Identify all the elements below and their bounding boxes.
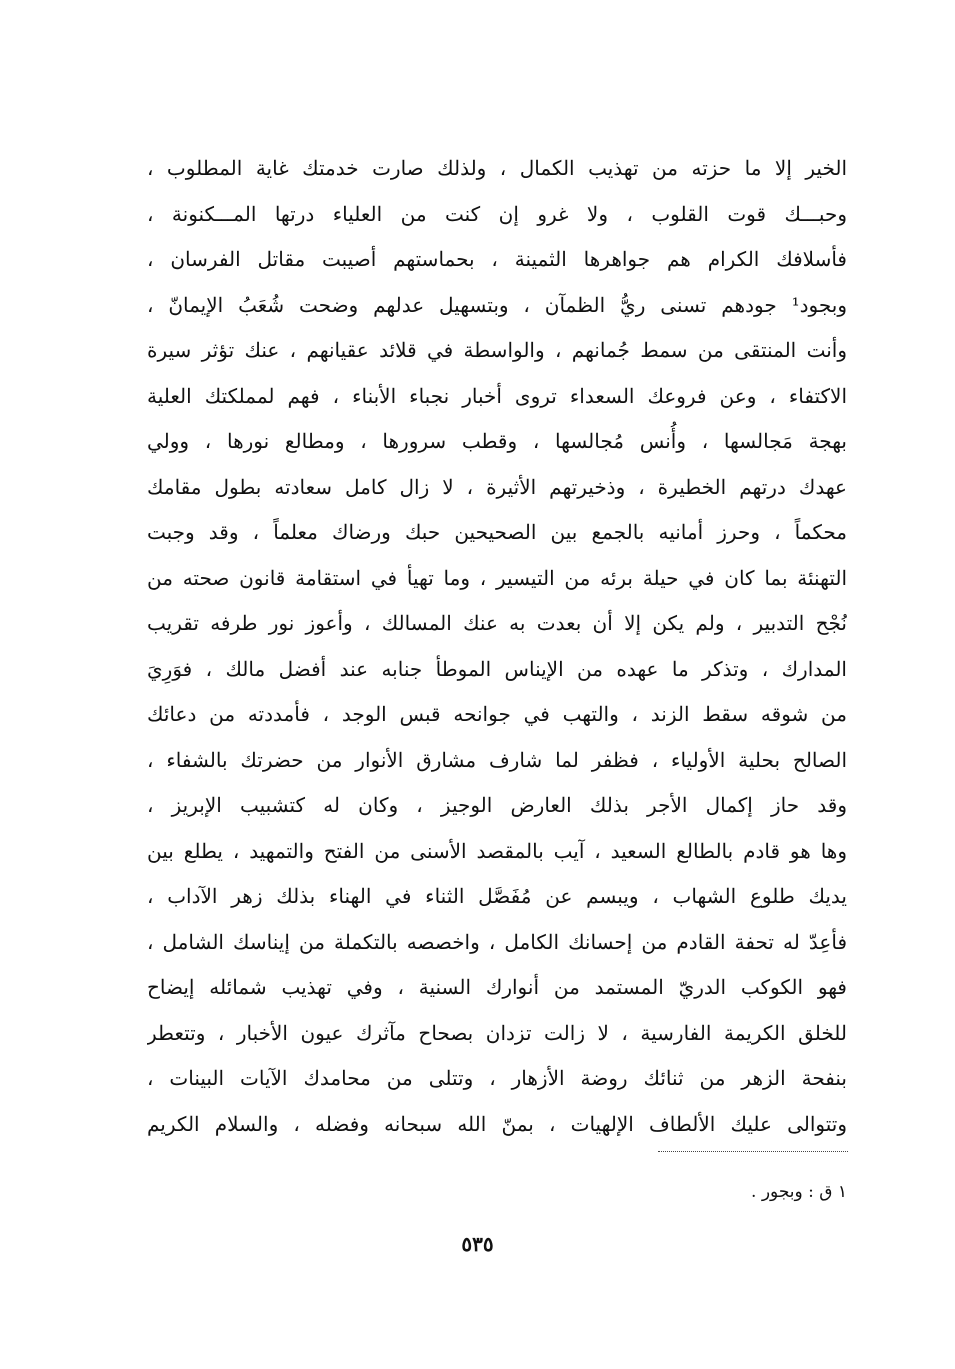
text-line: فأعِدّ له تحفة القادم من إحسانك الكامل ، واخصصه بالتكملة من إيناسك الشامل ،	[147, 929, 847, 954]
text-line: من شوقه سقط الزند ، والتهب في جوانحه قبس الوجد ، فأمددته من دعائك	[147, 702, 847, 726]
text-line: وبجود¹ جودهم تسنى ريُّ الظمآن ، وبتسهيل عدلهم وضحت شُعَبُ الإيمانّ ،	[147, 292, 847, 317]
text-line: للخلق الكريمة الفارسية ، لا زالت تزدان بصحاح مآثرك عيون الأخبار ، وتتعطر	[147, 1020, 847, 1045]
text-line: وقد حاز إكمال الأجر بذلك العارض الوجيز ، وكان له كتشبيب الإبريز ،	[147, 793, 847, 817]
text-line: محكماً ، وحرز أمانيه بالجمع بين الصحيحين حبك ورضاك معلماً ، وقد وجبت	[147, 520, 847, 544]
text-line: الاكتفاء ، وعن فروعك السعداء تروى أخبار نجباء الأبناء ، فهم لمملكتك العلية	[147, 383, 847, 408]
text-line: فهو الكوكب الدريّ المستمد من أنوارك السنية ، وفي تهذيب شمائله إيضاح	[147, 975, 847, 999]
text-line: وأنت المنتقى من سمط جُمانهم ، والواسطة في قلائد عقيانهم ، عنك تؤثر سيرة	[147, 338, 847, 362]
text-line: وها هو قادم بالطالع السعيد ، آيب بالمقصد الأسنى من الفتح والتمهيد ، يطلع بين	[147, 838, 847, 863]
text-line: فأسلافك الكرام هم جواهرها الثمينة ، بحماستهم أصيبت مقاتل الفرسان ،	[147, 247, 847, 271]
text-line: الخير إلا ما حزته من تهذيب الكمال ، ولذلك صارت خدمتك غاية المطلوب ،	[147, 156, 847, 180]
body-text	[147, 146, 847, 1147]
text-line: التهنئة بما كان في حيلة برئه من التيسير ، وما تهيأ في استقامة قانون صحته من	[147, 565, 847, 590]
text-line: المدارك ، وتذكر ما عهده من الإيناس الموطأ جنابه عند أفضل مالك ، فوَرِيَ	[147, 656, 847, 681]
text-line: وحبـــك قوت القلوب ، ولا غرو إن كنت من العلياء درتها المـــكنونة ،	[147, 201, 847, 226]
text-line: بنفحة الزهر من ثنائك روضة الأزهار ، وتتلى من محامدك الآيات البينات ،	[147, 1066, 847, 1090]
text-line: وتتوالى عليك الألطاف الإلهيات ، بمنّ الله سبحانه وفضله ، والسلام الكريم	[147, 1111, 847, 1136]
footnote-divider	[658, 1151, 848, 1152]
text-line: يديك طلوع الشهاب ، ويبسم عن مُفَصَّل الثناء في الهناء بذلك زهر الآداب ،	[147, 884, 847, 908]
text-line: الصالح بحلية الأولياء ، فظفر لما شارف مشارق الأنوار من حضرتك بالشفاء ،	[147, 747, 847, 772]
page-number: ٥٣٥	[461, 1232, 494, 1256]
text-line: بهجة مَجالسها ، وأُنس مُجالسها ، وقطب سرورها ، ومطالع نورها ، وولي	[147, 429, 847, 453]
footnote: ١ ق : وبجور .	[751, 1182, 847, 1202]
text-line: عهدك درتهم الخطيرة ، وذخيرتهم الأثيرة ، لا زال كامل سعادته بطول مقامك	[147, 474, 847, 499]
text-line: نُجْح التدبير ، ولم يكن إلا أن بعدت به عنك المسالك ، وأعوز نور طرفه تقريب	[147, 611, 847, 635]
